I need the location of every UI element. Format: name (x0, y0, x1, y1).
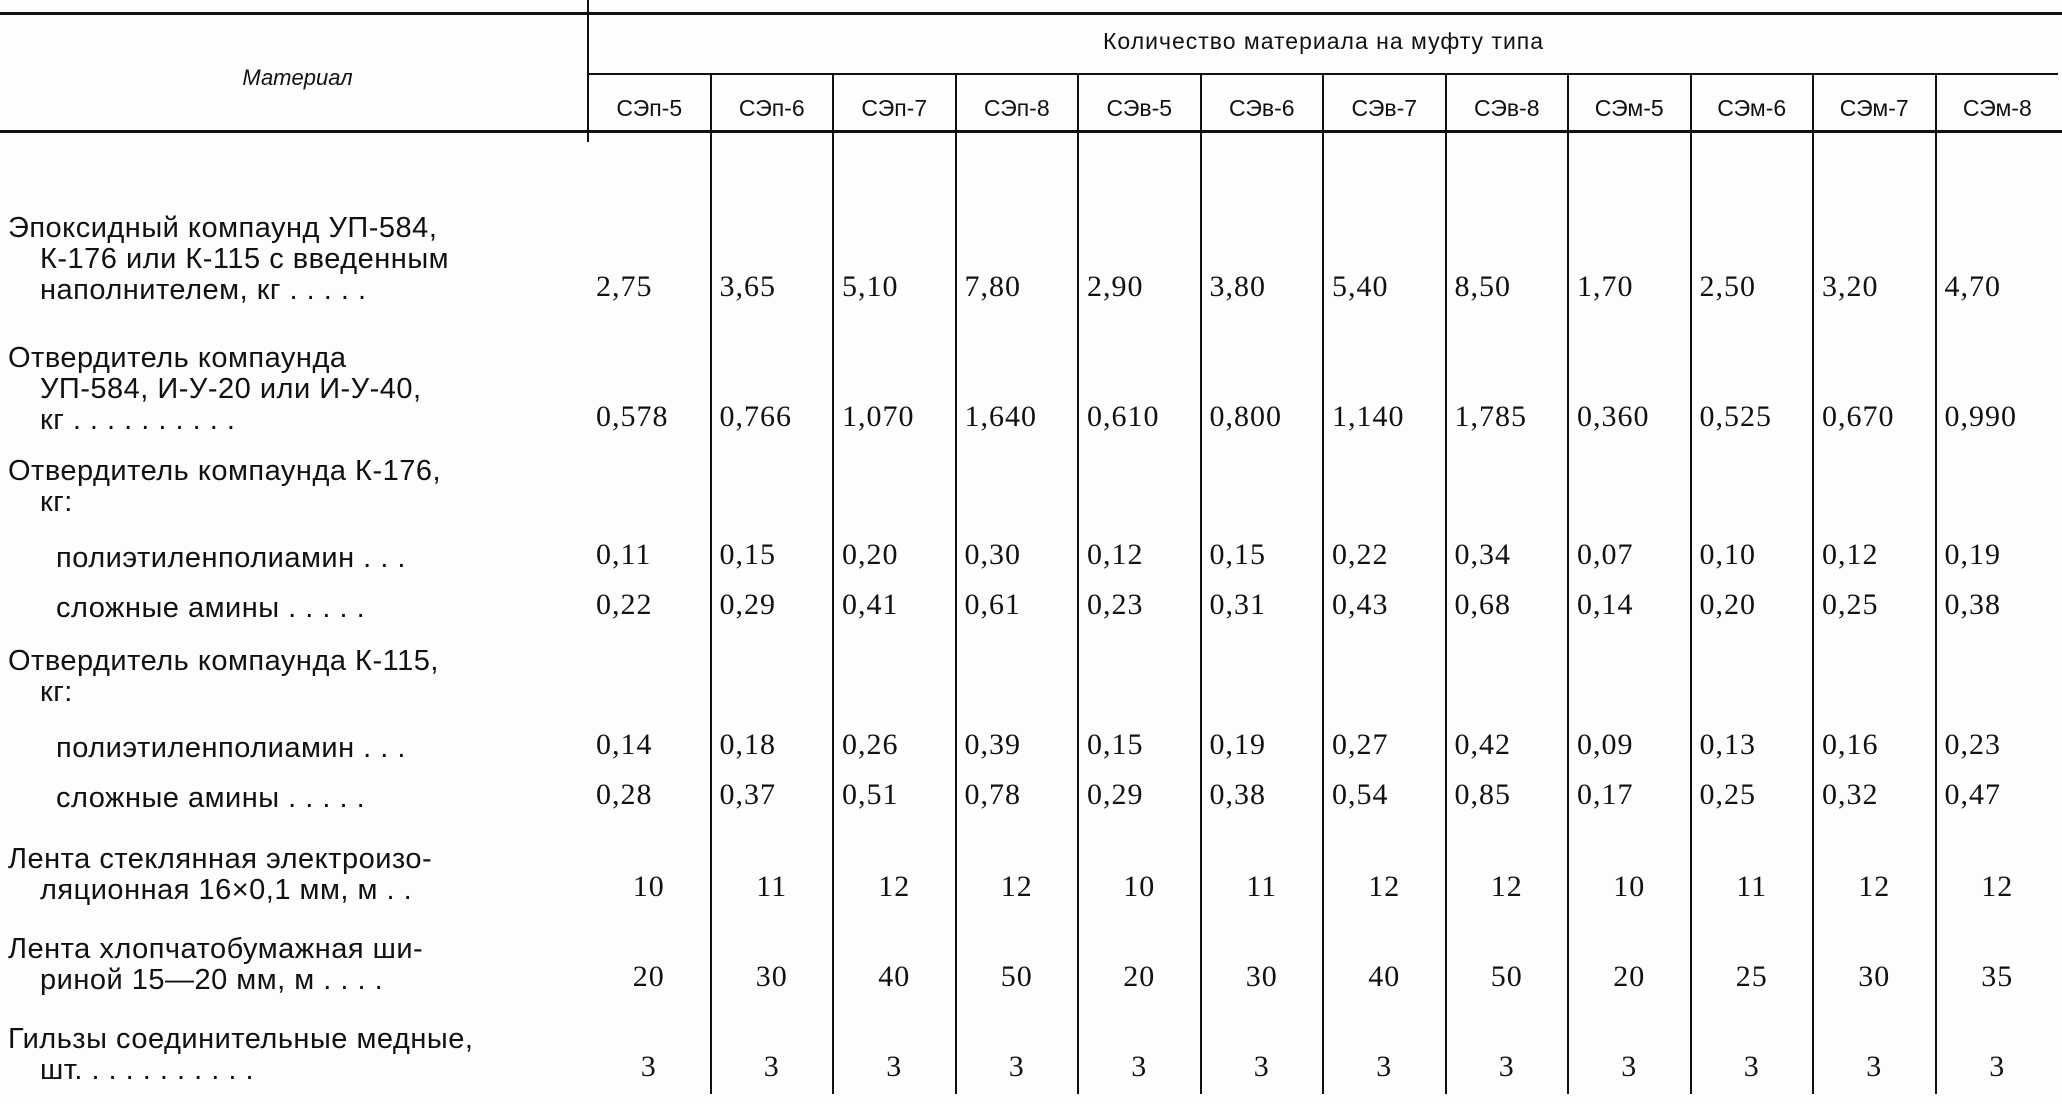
material-name (8, 444, 588, 526)
value-cell: 3 (711, 1004, 834, 1094)
value-cell: 3 (1446, 1004, 1569, 1094)
header-group: Количество материала на муфту типа (588, 0, 2058, 74)
table-spacer (8, 142, 2058, 184)
value-cell: 12 (956, 822, 1079, 914)
value-cell: 0,61 (956, 582, 1079, 632)
material-name (8, 914, 588, 1004)
value-cell: 0,670 (1813, 314, 1936, 444)
value-cell: 30 (711, 914, 834, 1004)
material-line: наполнителем, кг . . . . . (40, 274, 367, 306)
material-line: шт. . . . . . . . . . . (40, 1054, 255, 1086)
value-cell: 0,07 (1568, 526, 1691, 582)
table-row (8, 184, 2058, 314)
material-name (8, 772, 588, 822)
material-name (8, 1004, 588, 1094)
value-cell: 0,34 (1446, 526, 1569, 582)
value-cell: 10 (1568, 822, 1691, 914)
value-cell: 0,78 (956, 772, 1079, 822)
table-row (8, 1004, 2058, 1094)
column-header: СЭм-6 (1691, 74, 1814, 142)
value-cell: 0,14 (1568, 582, 1691, 632)
value-cell: 0,17 (1568, 772, 1691, 822)
material-line: сложные амины . . . . . (56, 592, 366, 624)
value-cell: 0,25 (1813, 582, 1936, 632)
column-header: СЭв-8 (1446, 74, 1569, 142)
table-row (8, 632, 2058, 716)
value-cell: 0,39 (956, 716, 1079, 772)
value-cell: 10 (1078, 822, 1201, 914)
value-cell: 2,90 (1078, 184, 1201, 314)
value-cell: 0,360 (1568, 314, 1691, 444)
value-cell: 0,15 (711, 526, 834, 582)
column-header: СЭм-8 (1936, 74, 2059, 142)
value-cell: 2,50 (1691, 184, 1814, 314)
value-cell: 0,43 (1323, 582, 1446, 632)
value-cell: 3 (1323, 1004, 1446, 1094)
value-cell: 1,640 (956, 314, 1079, 444)
value-cell: 0,38 (1936, 582, 2059, 632)
material-line: кг: (40, 486, 73, 518)
value-cell: 5,40 (1323, 184, 1446, 314)
material-line: Отвердитель компаунда К-115, (8, 645, 439, 677)
table-row (8, 444, 2058, 526)
material-line: УП-584, И-У-20 или И-У-40, (40, 373, 422, 405)
material-line: К-176 или К-115 с введенным (40, 243, 450, 275)
material-line: кг . . . . . . . . . . (40, 404, 236, 436)
value-cell: 7,80 (956, 184, 1079, 314)
value-cell: 0,15 (1201, 526, 1324, 582)
value-cell: 11 (1201, 822, 1324, 914)
value-cell: 11 (1691, 822, 1814, 914)
value-cell: 0,22 (596, 588, 653, 621)
table-row (8, 314, 2058, 444)
value-cell: 0,578 (596, 400, 669, 433)
value-cell: 0,13 (1691, 716, 1814, 772)
value-cell: 0,37 (711, 772, 834, 822)
value-cell: 0,29 (1078, 772, 1201, 822)
value-cell: 0,610 (1078, 314, 1201, 444)
column-header: СЭв-7 (1323, 74, 1446, 142)
material-line: риной 15—20 мм, м . . . . (40, 964, 384, 996)
material-line: Гильзы соединительные медные, (8, 1023, 474, 1055)
table-row (8, 526, 2058, 582)
value-cell: 0,23 (1936, 716, 2059, 772)
value-cell: 40 (1323, 914, 1446, 1004)
value-cell: 0,68 (1446, 582, 1569, 632)
material-line: полиэтиленполиамин . . . (56, 542, 406, 574)
column-header: СЭп-6 (711, 74, 834, 142)
column-header: СЭм-7 (1813, 74, 1936, 142)
value-cell: 3 (956, 1004, 1079, 1094)
value-cell: 0,25 (1691, 772, 1814, 822)
value-cell: 0,525 (1691, 314, 1814, 444)
value-cell: 20 (1568, 914, 1691, 1004)
material-line: Отвердитель компаунда К-176, (8, 455, 442, 487)
material-line: полиэтиленполиамин . . . (56, 732, 406, 764)
value-cell: 0,42 (1446, 716, 1569, 772)
table-row (8, 772, 2058, 822)
column-header: СЭп-8 (956, 74, 1079, 142)
table-row (8, 716, 2058, 772)
material-line: сложные амины . . . . . (56, 782, 366, 814)
value-cell: 0,766 (711, 314, 834, 444)
value-cell: 12 (1813, 822, 1936, 914)
value-cell: 1,785 (1446, 314, 1569, 444)
material-name (8, 184, 588, 314)
table-row (8, 914, 2058, 1004)
value-cell: 12 (1446, 822, 1569, 914)
column-header: СЭм-5 (1568, 74, 1691, 142)
material-line: Лента хлопчатобумажная ши- (8, 933, 424, 965)
value-cell: 0,30 (956, 526, 1079, 582)
value-cell: 4,70 (1936, 184, 2059, 314)
value-cell: 35 (1936, 914, 2059, 1004)
value-cell: 40 (833, 914, 956, 1004)
value-cell: 0,29 (711, 582, 834, 632)
material-name (8, 526, 588, 582)
value-cell: 0,31 (1201, 582, 1324, 632)
value-cell: 0,54 (1323, 772, 1446, 822)
value-cell: 0,23 (1078, 582, 1201, 632)
materials-table (8, 0, 2058, 1094)
value-cell: 12 (1936, 822, 2059, 914)
value-cell: 3,80 (1201, 184, 1324, 314)
value-cell: 0,41 (833, 582, 956, 632)
value-cell: 0,16 (1813, 716, 1936, 772)
value-cell: 0,47 (1936, 772, 2059, 822)
column-header: СЭп-5 (616, 95, 683, 122)
value-cell: 12 (833, 822, 956, 914)
value-cell: 1,070 (833, 314, 956, 444)
value-cell: 0,19 (1936, 526, 2059, 582)
value-cell: 0,28 (596, 778, 653, 811)
value-cell: 25 (1691, 914, 1814, 1004)
value-cell: 0,85 (1446, 772, 1569, 822)
value-cell: 3 (1936, 1004, 2059, 1094)
value-cell: 30 (1201, 914, 1324, 1004)
value-cell: 0,26 (833, 716, 956, 772)
value-cell: 3 (833, 1004, 956, 1094)
column-header: СЭв-5 (1078, 74, 1201, 142)
value-cell: 0,51 (833, 772, 956, 822)
value-cell: 0,12 (1813, 526, 1936, 582)
value-cell: 0,15 (1078, 716, 1201, 772)
value-cell: 0,12 (1078, 526, 1201, 582)
material-name (8, 632, 588, 716)
value-cell: 20 (632, 960, 665, 993)
value-cell: 0,22 (1323, 526, 1446, 582)
table-row (8, 822, 2058, 914)
value-cell: 0,27 (1323, 716, 1446, 772)
material-line: Лента стеклянная электроизо- (8, 843, 433, 875)
material-name (8, 582, 588, 632)
value-cell: 0,11 (596, 538, 652, 571)
value-cell: 0,38 (1201, 772, 1324, 822)
value-cell: 50 (956, 914, 1079, 1004)
value-cell: 3 (1568, 1004, 1691, 1094)
material-name (8, 822, 588, 914)
value-cell: 0,32 (1813, 772, 1936, 822)
material-name (8, 716, 588, 772)
value-cell: 5,10 (833, 184, 956, 314)
value-cell: 11 (711, 822, 834, 914)
material-line: кг: (40, 676, 73, 708)
value-cell: 3 (1813, 1004, 1936, 1094)
value-cell: 30 (1813, 914, 1936, 1004)
value-cell: 12 (1323, 822, 1446, 914)
value-cell: 3,20 (1813, 184, 1936, 314)
value-cell: 2,75 (596, 270, 653, 303)
value-cell: 0,800 (1201, 314, 1324, 444)
table-row (8, 582, 2058, 632)
value-cell: 0,19 (1201, 716, 1324, 772)
value-cell: 0,09 (1568, 716, 1691, 772)
column-header: СЭв-6 (1201, 74, 1324, 142)
material-line: Эпоксидный компаунд УП-584, (8, 212, 438, 244)
value-cell: 3,65 (711, 184, 834, 314)
value-cell: 3 (1691, 1004, 1814, 1094)
header-material: Материал (8, 0, 588, 142)
value-cell: 3 (1201, 1004, 1324, 1094)
value-cell: 0,990 (1936, 314, 2059, 444)
material-line: Отвердитель компаунда (8, 342, 347, 374)
value-cell: 0,14 (596, 728, 653, 761)
value-cell: 0,20 (833, 526, 956, 582)
column-header: СЭп-7 (833, 74, 956, 142)
value-cell: 1,70 (1568, 184, 1691, 314)
material-line: ляционная 16×0,1 мм, м . . (40, 874, 413, 906)
value-cell: 8,50 (1446, 184, 1569, 314)
value-cell: 10 (632, 870, 665, 903)
value-cell: 0,18 (711, 716, 834, 772)
value-cell: 1,140 (1323, 314, 1446, 444)
value-cell: 50 (1446, 914, 1569, 1004)
value-cell: 0,20 (1691, 582, 1814, 632)
value-cell: 0,10 (1691, 526, 1814, 582)
material-name (8, 314, 588, 444)
value-cell: 3 (1078, 1004, 1201, 1094)
value-cell: 3 (640, 1050, 657, 1083)
value-cell: 20 (1078, 914, 1201, 1004)
